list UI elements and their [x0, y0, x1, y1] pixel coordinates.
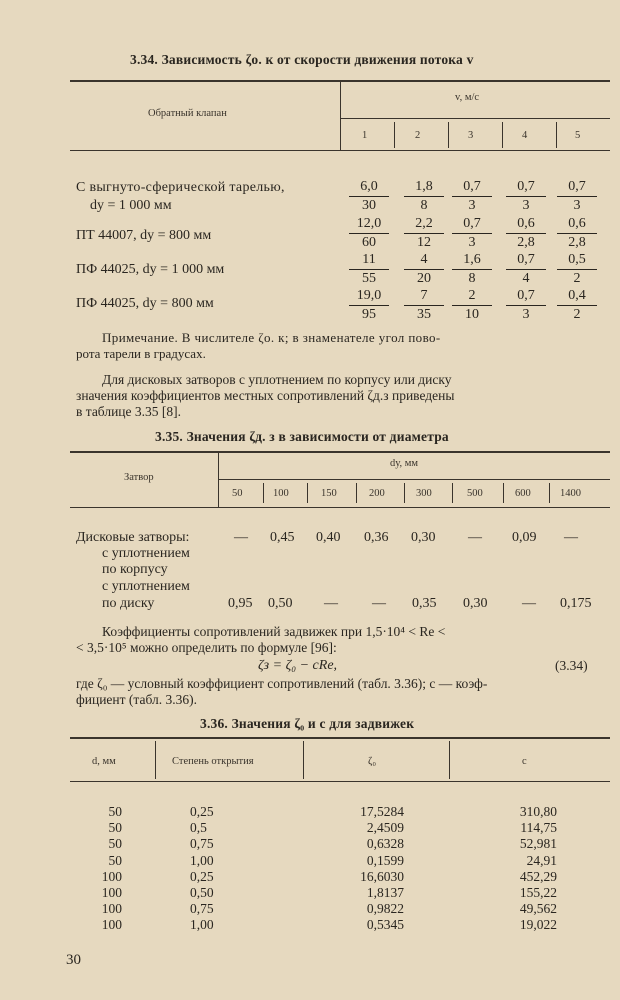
table-cell: 100 — [101, 917, 122, 933]
formula: ζз = ζ₀ − cRe, — [258, 658, 338, 673]
table-cell: — — [468, 530, 482, 545]
table-335-col: 500 — [467, 488, 483, 499]
table-cell: $\frac{4}{20}$ — [404, 252, 444, 287]
table-336-header: ζ₀ — [368, 756, 377, 767]
table-row-label: dу = 1 000 мм — [90, 198, 172, 213]
table-row-label: ПФ 44025, dу = 1 000 мм — [76, 262, 225, 277]
page-number: 30 — [66, 952, 81, 968]
table-cell: $\frac{12,0}{60}$ — [349, 216, 389, 251]
table-cell: 52,981 — [519, 836, 557, 852]
table-cell: 0,95 — [228, 596, 253, 611]
table-334-col: 5 — [575, 130, 581, 141]
table-cell: — — [372, 596, 386, 611]
table-cell: 0,25 — [190, 868, 214, 884]
paragraph-line: Коэффициенты сопротивлений задвижек при 1,5·10⁴ < Re < — [102, 624, 446, 639]
table-cell: $\frac{7}{35}$ — [404, 288, 444, 323]
paragraph-line: значения коэффициентов местных сопротивлений ζд.з приведены — [76, 388, 455, 403]
table-cell: $\frac{0,7}{4}$ — [506, 252, 546, 287]
table-cell: 50 — [108, 804, 122, 819]
table-335-caption: 3.35. Значения ζд. з в зависимости от диаметра — [155, 429, 449, 444]
table-334-header-left: Обратный клапан — [148, 108, 227, 119]
table-cell: 16,6030 — [360, 868, 404, 884]
table-row-label: с уплотнением — [102, 546, 190, 561]
table-336-header: Степень открытия — [172, 756, 254, 767]
table-cell: 50 — [108, 836, 122, 852]
table-334-header-rule — [70, 150, 610, 151]
table-cell: — — [324, 596, 338, 611]
table-336-header: c — [522, 756, 527, 767]
paragraph-line: фициент (табл. 3.36). — [76, 692, 197, 707]
table-cell: 452,29 — [519, 868, 557, 884]
table-cell: 0,45 — [270, 530, 295, 545]
table-cell: $\frac{1,6}{8}$ — [452, 252, 492, 287]
table-cell: 1,00 — [190, 852, 214, 868]
table-cell: 0,36 — [364, 530, 389, 545]
table-cell: 155,22 — [519, 885, 557, 900]
table-336-header: d, мм — [92, 756, 116, 767]
table-334-col: 3 — [468, 130, 474, 141]
table-row-label: С выгнуто-сферической тарелью, — [76, 180, 285, 195]
table-cell: 0,75 — [190, 901, 214, 917]
table-336-caption: 3.36. Значения ζ₀ и c для задвижек — [200, 716, 415, 731]
table-335-header-group: dу, мм — [390, 458, 418, 469]
table-335-col: 300 — [416, 488, 432, 499]
table-335-col: 1400 — [560, 488, 581, 499]
table-cell: 100 — [101, 901, 122, 917]
table-cell: $\frac{0,7}{3}$ — [506, 179, 546, 214]
table-cell: 49,562 — [519, 901, 557, 917]
table-row-label: Дисковые затворы: — [76, 530, 190, 545]
paragraph-line: где ζ₀ — условный коэффициент сопротивлений (табл. 3.36); c — коэф- — [76, 676, 488, 691]
table-cell: 114,75 — [520, 820, 557, 836]
table-cell: 0,5 — [190, 820, 207, 836]
table-row-label: по диску — [102, 596, 155, 611]
table-335-col: 200 — [369, 488, 385, 499]
table-cell: 0,175 — [560, 596, 592, 611]
table-cell: — — [234, 530, 248, 545]
table-cell: 0,75 — [190, 836, 214, 852]
table-cell: $\frac{0,6}{2,8}$ — [506, 216, 546, 251]
table-334-note: рота тарели в градусах. — [76, 346, 206, 361]
table-cell: 0,30 — [463, 596, 488, 611]
table-335-col: 600 — [515, 488, 531, 499]
table-335-col: 100 — [273, 488, 289, 499]
table-335-col: 150 — [321, 488, 337, 499]
table-cell: $\frac{0,7}{3}$ — [557, 179, 597, 214]
table-cell: $\frac{0,7}{3}$ — [452, 179, 492, 214]
table-row-label: по корпусу — [102, 562, 168, 577]
table-334-note: Примечание. В числителе ζо. к; в знаменателе угол пово- — [102, 330, 441, 345]
table-334-header-group: v, м/с — [455, 92, 480, 103]
table-cell: 0,1599 — [366, 852, 404, 868]
table-cell: — — [522, 596, 536, 611]
table-cell: 50 — [108, 820, 122, 836]
table-cell: $\frac{0,7}{3}$ — [506, 288, 546, 323]
table-cell: 1,8137 — [366, 885, 404, 900]
table-cell: 0,9822 — [366, 901, 404, 917]
formula-number: (3.34) — [555, 658, 588, 673]
table-cell: $\frac{0,4}{2}$ — [557, 288, 597, 323]
table-cell: $\frac{1,8}{8}$ — [404, 179, 444, 214]
table-cell: 1,00 — [190, 917, 214, 933]
table-335-header-left: Затвор — [124, 472, 154, 483]
table-cell: 310,80 — [519, 804, 557, 819]
table-334-col: 4 — [522, 130, 528, 141]
table-cell: $\frac{0,7}{3}$ — [452, 216, 492, 251]
table-row-label: ПФ 44025, dу = 800 мм — [76, 296, 214, 311]
paragraph-line: в таблице 3.35 [8]. — [76, 404, 182, 419]
table-334-col: 2 — [415, 130, 421, 141]
table-cell: 0,35 — [412, 596, 437, 611]
paragraph-line: Для дисковых затворов с уплотнением по корпусу или диску — [102, 372, 452, 387]
table-cell: 19,022 — [519, 917, 557, 933]
table-cell: $\frac{2,2}{12}$ — [404, 216, 444, 251]
table-cell: 0,25 — [190, 804, 214, 819]
paragraph-line: < 3,5·10⁵ можно определить по формуле [96]: — [76, 640, 337, 655]
table-row-label: ПТ 44007, dу = 800 мм — [76, 228, 212, 243]
table-cell: 0,30 — [411, 530, 436, 545]
table-cell: $\frac{6,0}{30}$ — [349, 179, 389, 214]
table-cell: 100 — [101, 868, 122, 884]
table-cell: 2,4509 — [366, 820, 404, 836]
table-cell: 24,91 — [526, 852, 557, 868]
table-cell: $\frac{0,5}{2}$ — [557, 252, 597, 287]
table-cell: 0,50 — [190, 885, 214, 900]
table-cell: 0,50 — [268, 596, 293, 611]
table-cell: 0,40 — [316, 530, 341, 545]
table-cell: $\frac{2}{10}$ — [452, 288, 492, 323]
table-row-label: с уплотнением — [102, 579, 190, 594]
table-cell: 50 — [108, 852, 122, 868]
table-cell: 100 — [101, 885, 122, 900]
table-334-caption: 3.34. Зависимость ζо. к от скорости движения потока v — [130, 52, 474, 67]
table-335-col: 50 — [232, 488, 243, 499]
table-cell: $\frac{0,6}{2,8}$ — [557, 216, 597, 251]
table-cell: 0,5345 — [366, 917, 404, 933]
table-cell: 0,09 — [512, 530, 537, 545]
table-cell: 17,5284 — [360, 804, 404, 819]
table-cell: $\frac{11}{55}$ — [349, 252, 389, 287]
table-cell: — — [564, 530, 578, 545]
table-334-col: 1 — [362, 130, 368, 141]
table-cell: $\frac{19,0}{95}$ — [349, 288, 389, 323]
table-cell: 0,6328 — [366, 836, 404, 852]
